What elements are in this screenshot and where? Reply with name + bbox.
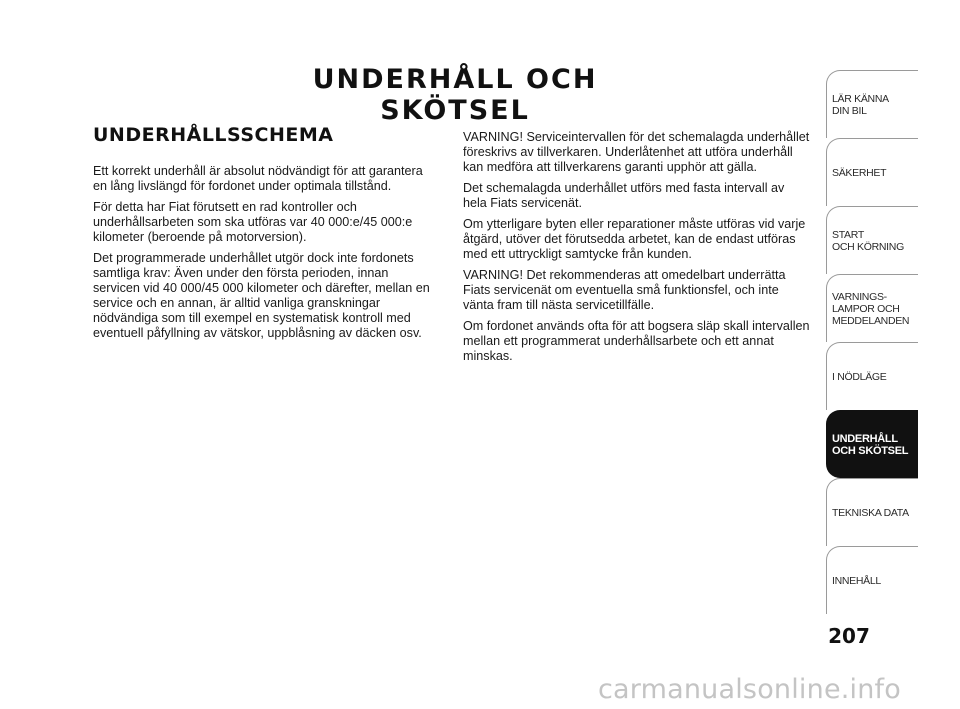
paragraph: Det schemalagda underhållet utförs med fasta intervall av hela Fiats servicenät. [463, 181, 785, 210]
chapter-tab-label [832, 371, 886, 383]
chapter-tab-label [832, 507, 909, 519]
chapter-tab[interactable] [826, 138, 918, 206]
warning-paragraph: VARNING! Serviceintervallen för det schemalagda underhållet föreskrivs av tillverkaren. Underlåtenhet att utföra underhåll kan medföra att tillverkarens garanti upphör att gälla. [463, 130, 810, 174]
chapter-tab-label-line: START [832, 228, 864, 241]
chapter-tab[interactable] [826, 206, 918, 274]
chapter-tab-label-line: INNEHÅLL [832, 574, 881, 587]
chapter-tab-label [832, 167, 886, 179]
chapter-tab-label [832, 575, 881, 587]
chapter-tab[interactable] [826, 342, 918, 410]
paragraph: Om ytterligare byten eller reparationer måste utföras vid varje åtgärd, utöver det förutsedda arbetet, kan de endast utföras med ett uttryckligt samtycke från kunden. [463, 217, 806, 261]
chapter-tab-label-line: VARNINGS- [832, 290, 887, 303]
watermark: carmanualsonline.info [598, 674, 901, 705]
chapter-tab-label-line: MEDDELANDEN [832, 314, 910, 327]
chapter-tab-label-line: LAMPOR OCH [832, 302, 900, 315]
chapter-tab[interactable] [826, 70, 918, 138]
chapter-tab-label-line: I NÖDLÄGE [832, 370, 887, 383]
chapter-tab-label-line: OCH KÖRNING [832, 240, 904, 253]
paragraph: Det programmerade underhållet utgör dock inte fordonets samtliga krav: Även under den första perioden, innan servicen vid 40 000/45 000 kilometer och därefter, mellan en service och en annan, är alltid vanliga granskningar nödvändiga som till exempel en systematisk kontroll med eventuell påfyllning av vätskor, uppblåsning av däcken osv. [93, 251, 430, 340]
page-title: UNDERHÅLL OCH SKÖTSEL [312, 64, 598, 126]
chapter-tab-label [832, 433, 908, 457]
section-heading: UNDERHÅLLSSCHEMA [93, 124, 334, 146]
chapter-tab-label-line: TEKNISKA DATA [832, 506, 909, 519]
chapter-tab-label-line: OCH SKÖTSEL [832, 444, 909, 457]
chapter-tab-label [832, 93, 889, 117]
chapter-tab[interactable] [826, 478, 918, 546]
left-text-column [93, 164, 438, 347]
paragraph: Om fordonet används ofta för att bogsera släp skall intervallen mellan ett programmerat underhållsarbete och ett annat minskas. [463, 319, 810, 363]
paragraph: För detta har Fiat förutsett en rad kontroller och underhållsarbeten som ska utföras var 40 000:e/45 000:e kilometer (beroende på motorversion). [93, 200, 413, 244]
chapter-tab[interactable] [826, 546, 918, 614]
right-text-column [463, 130, 811, 370]
chapter-tab-label-line: DIN BIL [832, 104, 867, 117]
paragraph: Ett korrekt underhåll är absolut nödvändigt för att garantera en lång livslängd för fordonet under optimala tillstånd. [93, 164, 423, 193]
chapter-tab-label-line: LÄR KÄNNA [832, 92, 889, 105]
chapter-tab-label [832, 291, 909, 327]
chapter-tab[interactable] [826, 410, 918, 478]
chapter-tab-label [832, 229, 904, 253]
page-number: 207 [828, 624, 870, 648]
warning-paragraph: VARNING! Det rekommenderas att omedelbart underrätta Fiats servicenät om eventuella små funktionsfel, och inte vänta fram till nästa servicetillfälle. [463, 268, 786, 312]
chapter-tab-label-line: SÄKERHET [832, 166, 887, 179]
chapter-tab-label-line: UNDERHÅLL [832, 432, 898, 445]
chapter-tab[interactable] [826, 274, 918, 342]
